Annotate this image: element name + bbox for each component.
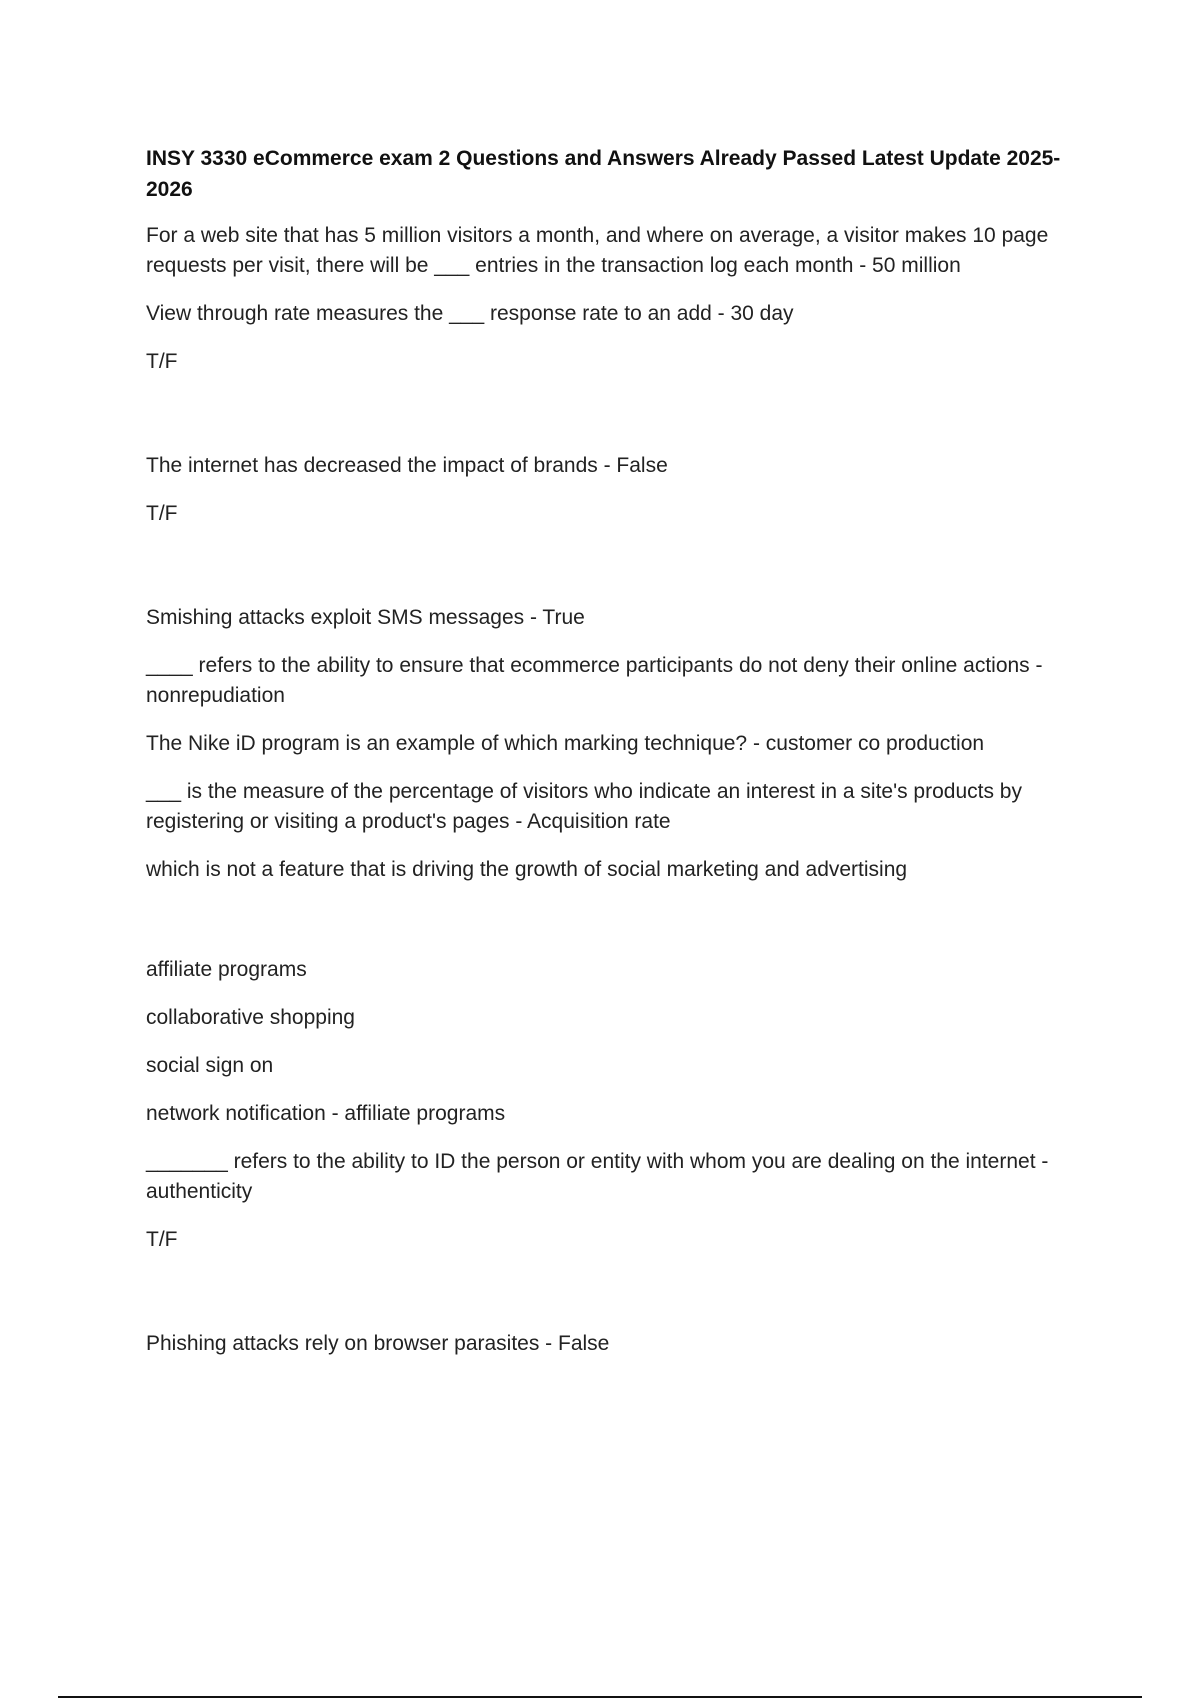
option-collaborative-shopping: collaborative shopping bbox=[146, 1006, 355, 1029]
true-false-label: T/F bbox=[146, 350, 178, 373]
question-nike-id: The Nike iD program is an example of which marking technique? - customer co production bbox=[146, 732, 985, 755]
spacer bbox=[146, 1273, 1096, 1329]
option-social-sign-on: social sign on bbox=[146, 1054, 274, 1077]
spacer bbox=[146, 395, 1096, 451]
question-brands: The internet has decreased the impact of brands - False bbox=[146, 454, 668, 477]
spacer bbox=[146, 903, 1096, 955]
document-page bbox=[146, 143, 1096, 1377]
option-affiliate-programs: affiliate programs bbox=[146, 958, 307, 981]
question-transaction-log: For a web site that has 5 million visitors a month, and where on average, a visitor makes 10 page requests per visit, there will be ___ entries in the transaction log each month - 50 million bbox=[146, 224, 1049, 277]
footer-rule bbox=[58, 1696, 1142, 1698]
true-false-label: T/F bbox=[146, 502, 178, 525]
question-acquisition-rate: ___ is the measure of the percentage of visitors who indicate an interest in a site's products by registering or visiting a product's pages - Acquisition rate bbox=[146, 780, 1022, 833]
question-view-through-rate: View through rate measures the ___ response rate to an add - 30 day bbox=[146, 302, 794, 325]
question-smishing: Smishing attacks exploit SMS messages - True bbox=[146, 606, 585, 629]
question-phishing: Phishing attacks rely on browser parasites - False bbox=[146, 1332, 610, 1355]
true-false-label: T/F bbox=[146, 1228, 178, 1251]
spacer bbox=[146, 547, 1096, 603]
question-nonrepudiation: ____ refers to the ability to ensure that ecommerce participants do not deny their online actions - nonrepudiation bbox=[146, 654, 1043, 707]
question-authenticity: _______ refers to the ability to ID the person or entity with whom you are dealing on the internet - authenticity bbox=[146, 1150, 1049, 1203]
question-social-marketing: which is not a feature that is driving the growth of social marketing and advertising bbox=[146, 858, 908, 881]
option-network-notification: network notification - affiliate programs bbox=[146, 1102, 506, 1125]
document-title: INSY 3330 eCommerce exam 2 Questions and Answers Already Passed Latest Update 2025-2026 bbox=[146, 147, 1061, 201]
